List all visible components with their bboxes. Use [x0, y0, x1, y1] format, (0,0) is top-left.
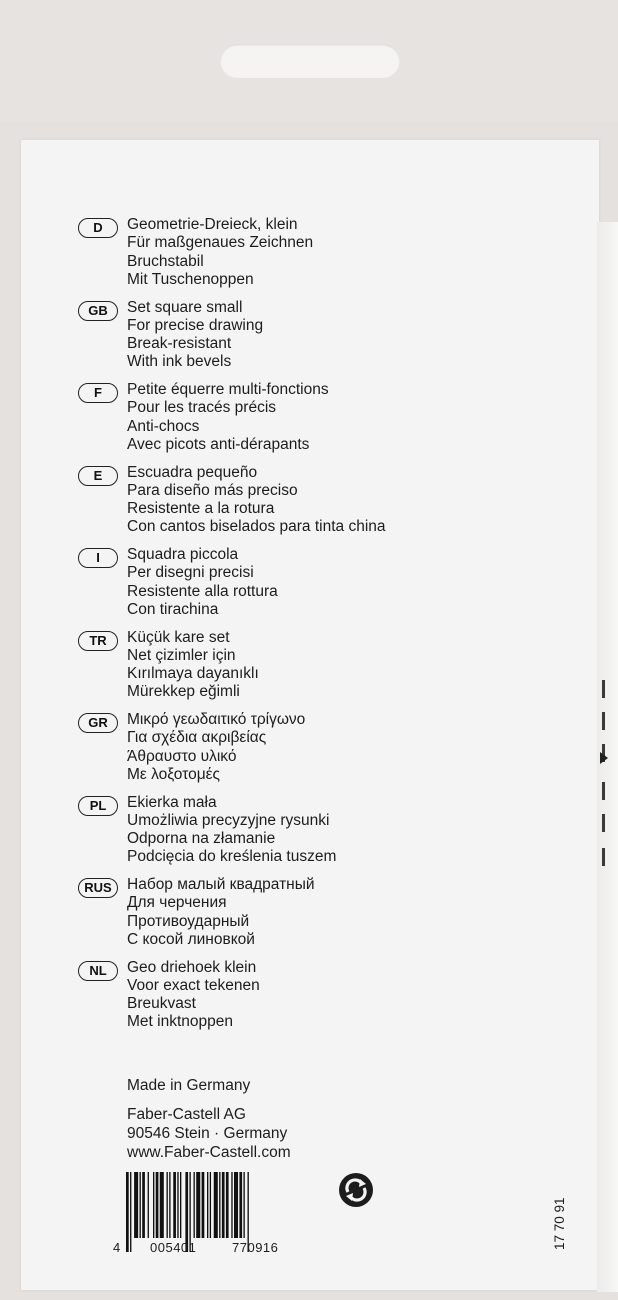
lang-line: Für maßgenaues Zeichnen [127, 234, 314, 252]
lang-code-badge: NL [78, 961, 118, 981]
lang-line: Geo driehoek klein [127, 958, 257, 976]
lang-code-badge: D [78, 218, 118, 238]
header-band [0, 0, 618, 122]
lang-block-i [78, 548, 598, 631]
barcode-left-group: 005401 [150, 1240, 197, 1255]
lang-line: Küçük kare set [127, 628, 230, 646]
barcode-right-group: 770916 [232, 1240, 279, 1255]
lang-line: Breukvast [127, 995, 196, 1013]
lang-block-gr [78, 713, 598, 796]
lang-description [127, 216, 313, 289]
lang-block-rus [78, 878, 598, 961]
lang-block-pl [78, 793, 598, 879]
barcode-first-digit: 4 [113, 1240, 121, 1255]
lang-line: Για σχέδια ακριβείας [127, 729, 267, 747]
lang-line: Odporna na złamanie [127, 830, 276, 848]
lang-description [127, 299, 263, 372]
lang-description [127, 959, 260, 1032]
lang-block-f [78, 383, 598, 466]
lang-line: Mürekkep eğimli [127, 683, 240, 701]
lang-block-gb [78, 298, 598, 384]
lang-line: Umożliwia precyzyjne rysunki [127, 811, 330, 829]
lang-block-e [78, 463, 598, 549]
lang-line: Mit Tuschenoppen [127, 270, 254, 288]
lang-line: С косой линовкой [127, 930, 255, 948]
company-name: Faber-Castell AG [127, 1106, 246, 1123]
lang-line: Для черчения [127, 894, 227, 912]
lang-line: Anti-chocs [127, 417, 200, 435]
hang-hole [220, 44, 400, 78]
lang-line: Podcięcia do kreślenia tuszem [127, 848, 337, 866]
lang-line: Set square small [127, 298, 243, 316]
lang-code-badge: RUS [78, 878, 118, 898]
ruler-arrow-icon [600, 752, 608, 764]
lang-description [127, 794, 336, 867]
lang-line: Break-resistant [127, 335, 232, 353]
lang-code-badge: GR [78, 713, 118, 733]
lang-line: With ink bevels [127, 353, 232, 371]
lang-code-badge: F [78, 383, 118, 403]
lang-block-tr [78, 628, 598, 714]
lang-line: Resistente a la rotura [127, 500, 275, 518]
article-number: 17 70 91 [552, 1197, 567, 1250]
lang-line: Escuadra pequeño [127, 463, 258, 481]
recycle-icon [338, 1172, 374, 1208]
company-address: 90546 Stein · Germany [127, 1125, 288, 1142]
lang-line: Avec picots anti-dérapants [127, 435, 310, 453]
lang-line: Per disegni precisi [127, 564, 254, 582]
lang-line: Con tirachina [127, 600, 219, 618]
lang-code-badge: E [78, 466, 118, 486]
lang-description [127, 546, 278, 619]
lang-description [127, 876, 315, 949]
lang-line: Άθραυστο υλικό [127, 747, 237, 765]
lang-line: Met inktnoppen [127, 1013, 233, 1031]
lang-description [127, 711, 305, 784]
lang-description [127, 381, 329, 454]
lang-code-badge: I [78, 548, 118, 568]
lang-line: Para diseño más preciso [127, 481, 298, 499]
language-list [78, 218, 598, 1043]
lang-line: Petite équerre multi-fonctions [127, 381, 329, 398]
ruler-edge [597, 222, 618, 1292]
lang-description [127, 629, 259, 702]
lang-line: For precise drawing [127, 316, 264, 334]
lang-block-nl [78, 958, 598, 1044]
lang-line: Resistente alla rottura [127, 582, 278, 600]
lang-line: Противоударный [127, 912, 250, 930]
lang-line: Geometrie-Dreieck, klein [127, 216, 298, 233]
lang-line: Ekierka mała [127, 793, 217, 811]
lang-code-badge: GB [78, 301, 118, 321]
lang-description [127, 464, 386, 537]
lang-line: Net çizimler için [127, 646, 236, 664]
lang-line: Kırılmaya dayanıklı [127, 665, 259, 683]
lang-line: Με λοξοτομές [127, 765, 221, 783]
lang-line: Μικρό γεωδαιτικό τρίγωνο [127, 711, 306, 728]
lang-block-d [78, 218, 598, 301]
barcode [110, 1172, 305, 1262]
lang-line: Con cantos biselados para tinta china [127, 518, 386, 536]
lang-line: Pour les tracés précis [127, 399, 277, 417]
lang-code-badge: TR [78, 631, 118, 651]
lang-line: Набор малый квадратный [127, 876, 315, 893]
made-in-label: Made in Germany [127, 1077, 251, 1094]
lang-line: Voor exact tekenen [127, 976, 260, 994]
company-info [127, 1105, 291, 1162]
lang-code-badge: PL [78, 796, 118, 816]
lang-line: Squadra piccola [127, 546, 239, 563]
company-website: www.Faber-Castell.com [127, 1144, 291, 1161]
lang-line: Bruchstabil [127, 252, 204, 270]
